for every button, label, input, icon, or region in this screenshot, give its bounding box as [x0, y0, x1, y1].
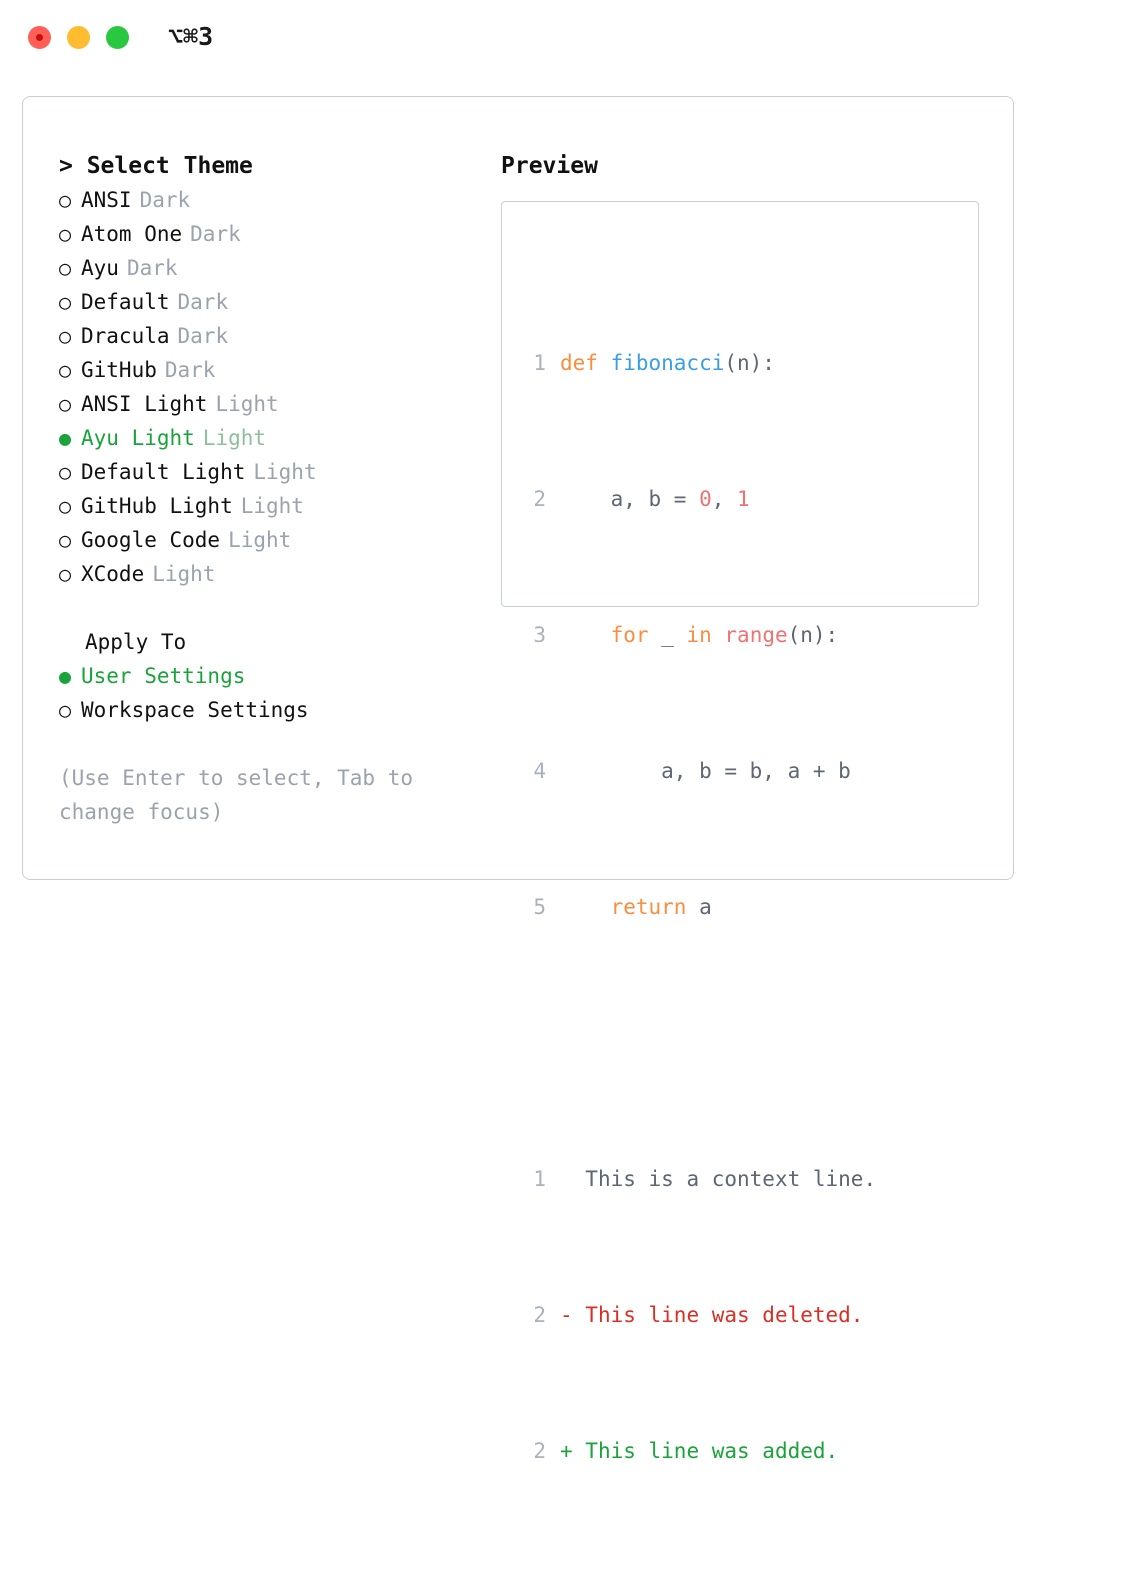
apply-to-list: [59, 659, 489, 727]
main-panel: [22, 96, 1014, 1463]
code-token: return: [610, 895, 687, 919]
code-blank-line: [524, 1026, 876, 1060]
theme-option-ansi-light[interactable]: [59, 387, 489, 421]
minimize-button[interactable]: [67, 26, 90, 49]
theme-label: Default: [81, 290, 170, 314]
theme-tag: Dark: [164, 358, 216, 382]
code-token: a, b = b, a + b: [560, 759, 851, 783]
theme-tag: Dark: [177, 290, 229, 314]
code-line-2: [524, 482, 876, 516]
theme-option-default-light[interactable]: [59, 455, 489, 489]
radio-icon: ○: [59, 392, 72, 416]
diff-line-deleted: [524, 1298, 876, 1332]
theme-option-ansi[interactable]: [59, 183, 489, 217]
theme-option-atom-one[interactable]: [59, 217, 489, 251]
code-token: def: [560, 351, 611, 375]
radio-icon: ○: [59, 698, 72, 722]
line-number: 4: [533, 759, 546, 783]
radio-icon: ○: [59, 528, 72, 552]
code-token: fibonacci: [610, 351, 725, 375]
theme-label: Google Code: [81, 528, 221, 552]
radio-icon: ○: [59, 358, 72, 382]
theme-tag: Dark: [190, 222, 241, 246]
code-token: 0: [699, 487, 712, 511]
code-line-1: [524, 346, 876, 380]
theme-selection-column: [59, 149, 489, 829]
theme-tag: Dark: [126, 256, 178, 280]
theme-option-ayu[interactable]: [59, 251, 489, 285]
code-token: range: [724, 623, 788, 647]
theme-option-ayu-light[interactable]: [59, 421, 489, 455]
theme-label: GitHub: [81, 358, 157, 382]
apply-to-label: User Settings: [81, 664, 246, 688]
preview-box: [501, 201, 979, 1463]
code-token: [560, 895, 611, 919]
apply-to-option-workspace-settings[interactable]: [59, 693, 489, 727]
diff-prefix: [560, 1167, 585, 1191]
line-number: 2: [533, 487, 546, 511]
spacer: [59, 591, 489, 625]
radio-icon: ○: [59, 562, 72, 586]
theme-label: Dracula: [81, 324, 170, 348]
preview-column: [501, 149, 991, 183]
code-token: a: [686, 895, 712, 919]
theme-tag: Light: [240, 494, 304, 518]
theme-label: Default Light: [81, 460, 246, 484]
code-token: in: [686, 623, 712, 647]
line-number: 2: [533, 1303, 546, 1327]
apply-to-label: Workspace Settings: [81, 698, 309, 722]
line-number: 5: [533, 895, 546, 919]
code-line-5: [524, 890, 876, 924]
code-token: [560, 623, 611, 647]
code-line-4: [524, 754, 876, 788]
code-token: (n):: [787, 623, 839, 647]
theme-option-github-light[interactable]: [59, 489, 489, 523]
title-bar: [0, 0, 1140, 78]
theme-label: ANSI Light: [81, 392, 208, 416]
select-theme-heading: > Select Theme: [59, 153, 253, 179]
keyboard-hint: (Use Enter to select, Tab to change focus): [59, 766, 426, 824]
diff-prefix: -: [560, 1303, 586, 1327]
code-token: (n):: [724, 351, 775, 375]
theme-label: Ayu: [81, 256, 119, 280]
apply-to-heading: Apply To: [85, 630, 187, 654]
radio-icon: ○: [59, 460, 72, 484]
code-token: [712, 623, 725, 647]
diff-line-context: [524, 1162, 876, 1196]
theme-label: Atom One: [81, 222, 183, 246]
theme-option-xcode[interactable]: [59, 557, 489, 591]
theme-label: XCode: [81, 562, 145, 586]
theme-option-dracula[interactable]: [59, 319, 489, 353]
theme-list: [59, 183, 489, 591]
code-line-3: [524, 618, 876, 652]
line-number: 3: [533, 623, 546, 647]
diff-prefix: +: [560, 1439, 586, 1463]
window-title: ⌥⌘3: [168, 22, 214, 51]
theme-label: Ayu Light: [81, 426, 195, 450]
theme-tag: Dark: [177, 324, 229, 348]
code-token: ,: [711, 487, 738, 511]
theme-label: GitHub Light: [81, 494, 233, 518]
line-number: 2: [533, 1439, 546, 1463]
close-button[interactable]: [28, 26, 51, 49]
radio-icon: ○: [59, 290, 72, 314]
diff-text: This line was added.: [585, 1439, 839, 1463]
theme-tag: Light: [228, 528, 292, 552]
theme-option-google-code[interactable]: [59, 523, 489, 557]
theme-tag: Light: [215, 392, 279, 416]
zoom-button[interactable]: [106, 26, 129, 49]
line-number: 1: [533, 1167, 546, 1191]
theme-tag: Dark: [139, 188, 191, 212]
theme-option-github[interactable]: [59, 353, 489, 387]
theme-tag: Light: [202, 426, 267, 450]
theme-label: ANSI: [81, 188, 132, 212]
diff-text: This line was deleted.: [585, 1303, 864, 1327]
radio-icon-selected: ●: [59, 426, 72, 450]
theme-tag: Light: [152, 562, 216, 586]
apply-to-option-user-settings[interactable]: [59, 659, 489, 693]
code-token: 1: [737, 487, 750, 511]
radio-icon: ○: [59, 494, 72, 518]
diff-line-added: [524, 1434, 876, 1468]
radio-icon-selected: ●: [59, 664, 72, 688]
theme-tag: Light: [253, 460, 317, 484]
diff-text: This is a context line.: [585, 1167, 877, 1191]
preview-heading: Preview: [501, 153, 598, 179]
preview-code: [524, 244, 876, 1570]
code-token: _: [648, 623, 687, 647]
radio-icon: ○: [59, 256, 72, 280]
traffic-lights: [28, 26, 129, 49]
radio-icon: ○: [59, 324, 72, 348]
radio-icon: ○: [59, 222, 72, 246]
radio-icon: ○: [59, 188, 72, 212]
code-token: a, b =: [560, 487, 700, 511]
code-token: for: [610, 623, 649, 647]
theme-option-default[interactable]: [59, 285, 489, 319]
line-number: 1: [533, 351, 546, 375]
